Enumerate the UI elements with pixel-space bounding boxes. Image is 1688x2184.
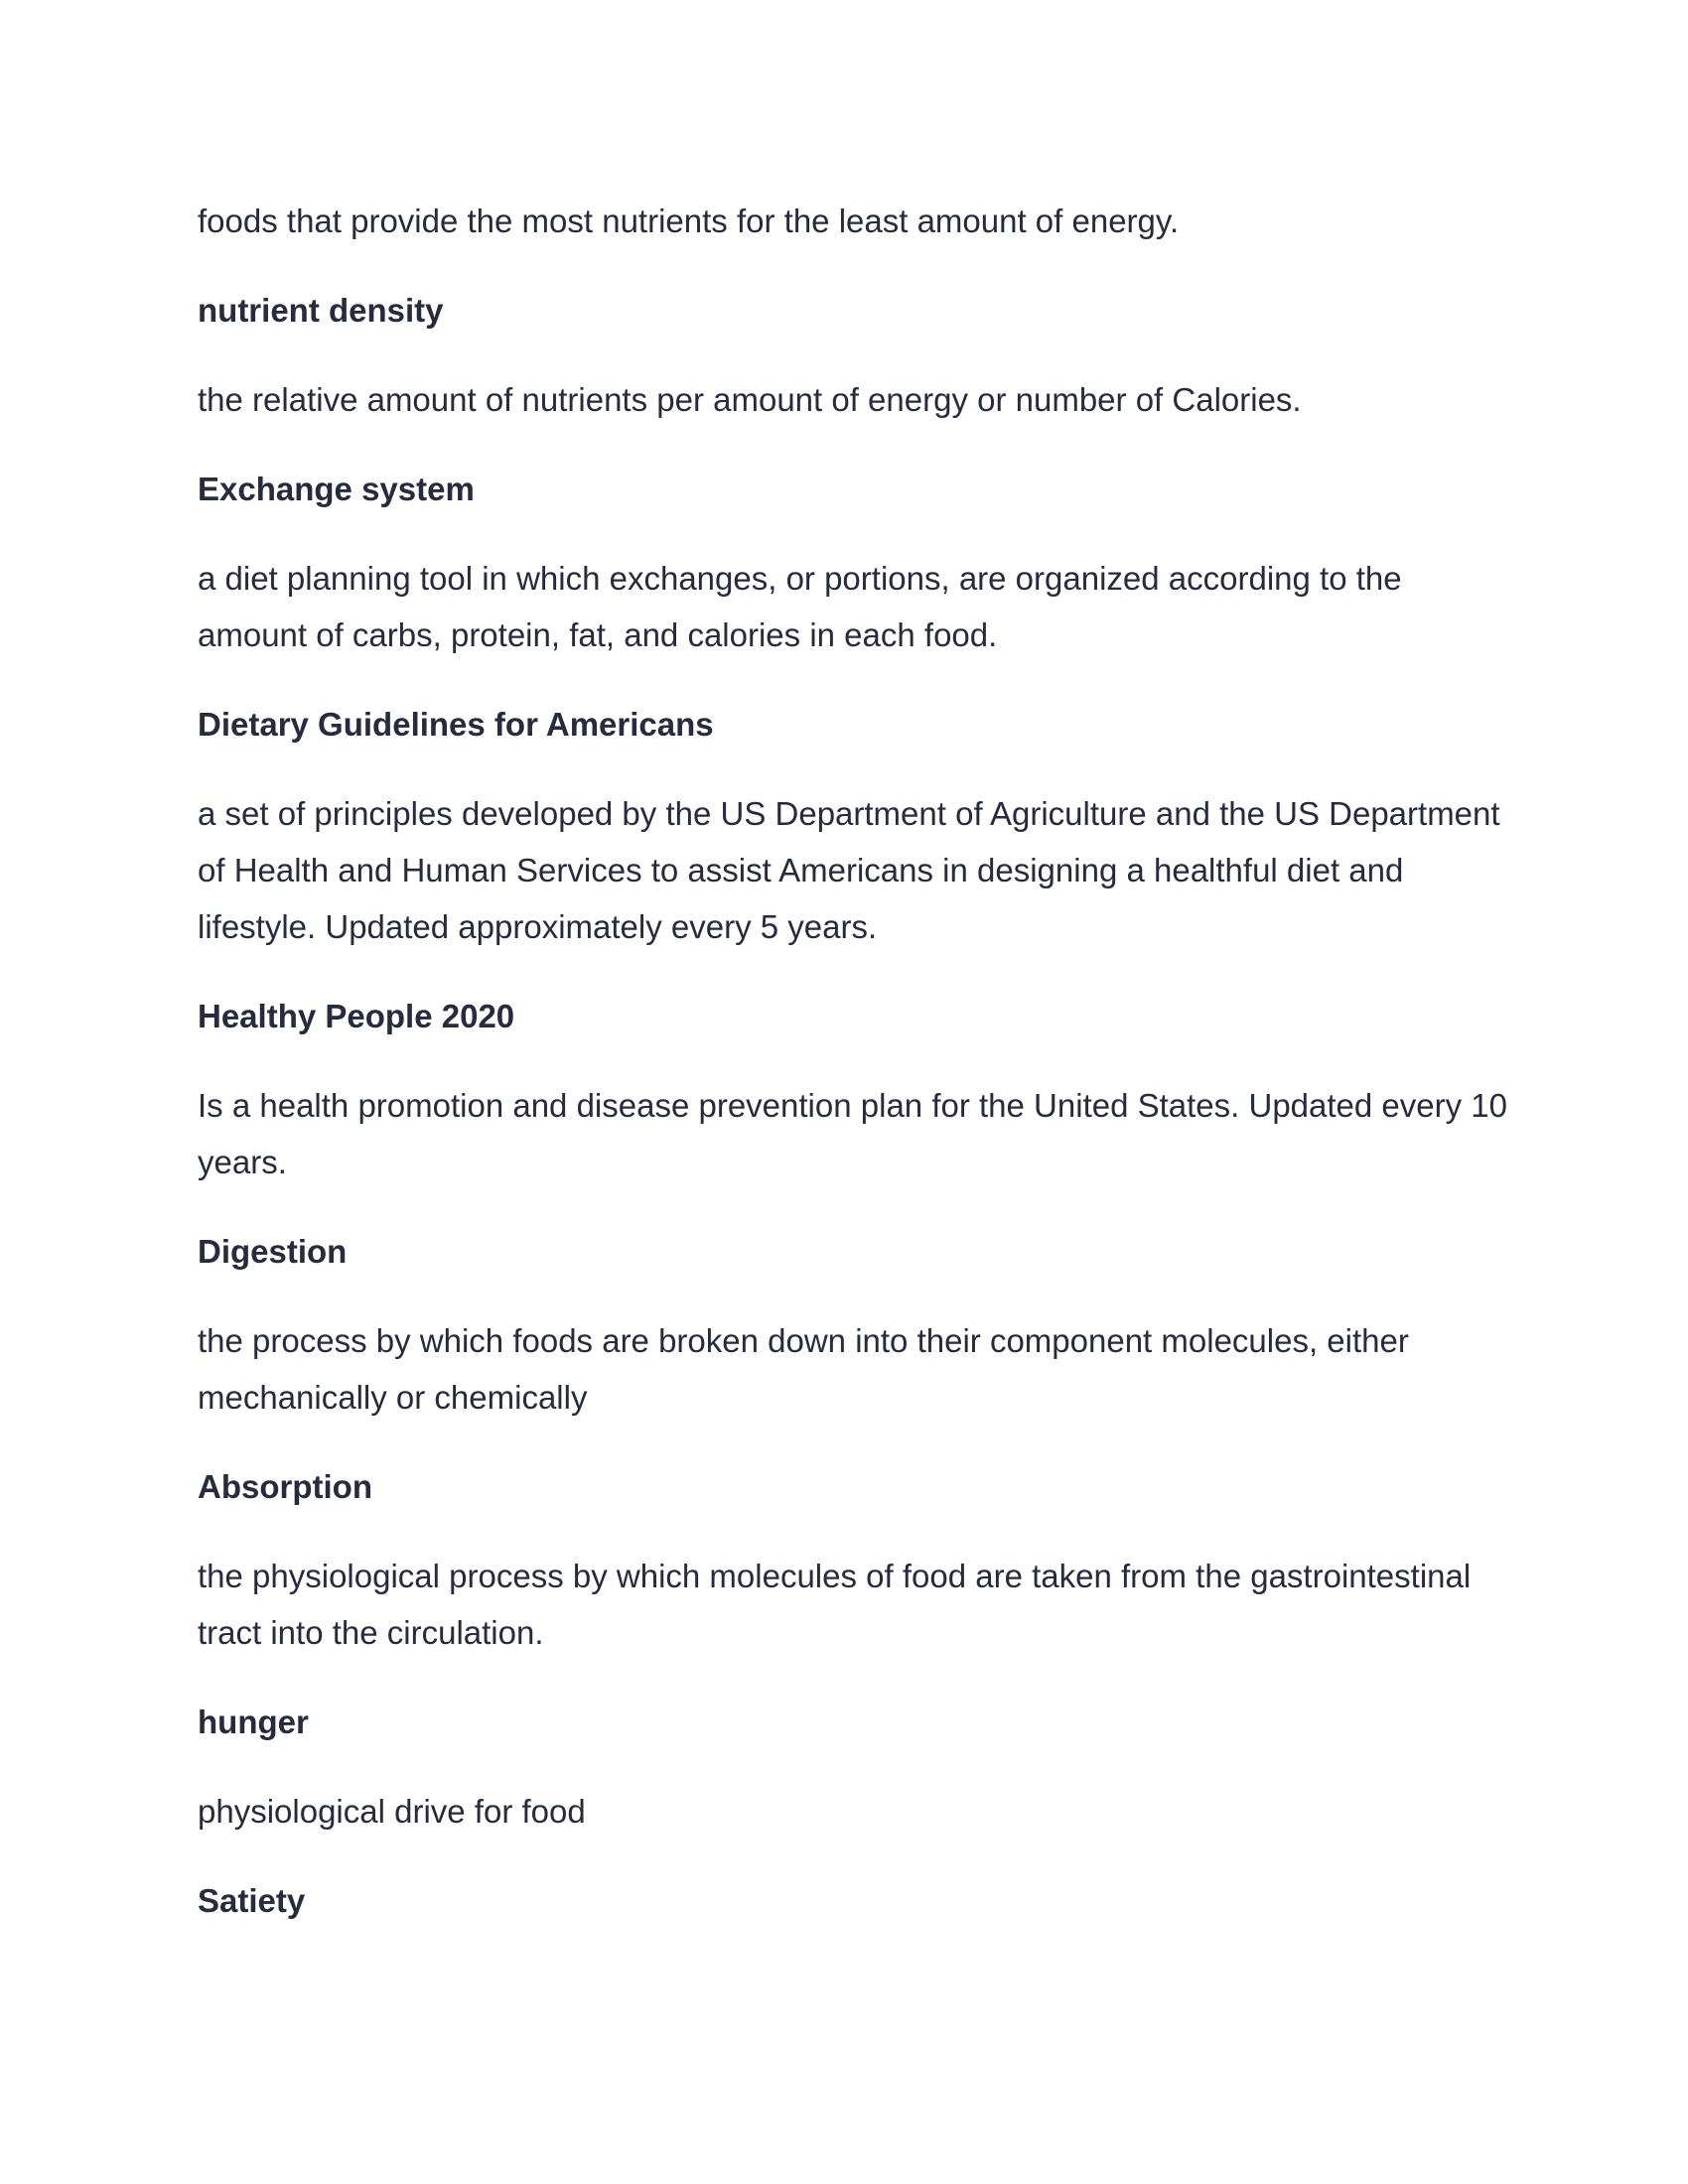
intro-definition: foods that provide the most nutrients for the least amount of energy. (198, 203, 1180, 239)
term-healthy-people-2020: Healthy People 2020 (198, 998, 515, 1034)
term-dietary-guidelines: Dietary Guidelines for Americans (198, 706, 714, 743)
definition-exchange-system: a diet planning tool in which exchanges, or portions, are organized according to the amount of carbs, protein, fat, and calories in each food. (198, 560, 1402, 653)
term-nutrient-density: nutrient density (198, 292, 444, 329)
document-content (198, 193, 1508, 1962)
term-absorption: Absorption (198, 1468, 372, 1505)
term-hunger: hunger (198, 1704, 309, 1740)
definition-nutrient-density: the relative amount of nutrients per amount of energy or number of Calories. (198, 381, 1302, 418)
definition-dietary-guidelines: a set of principles developed by the US Department of Agriculture and the US Department of Health and Human Services to assist Americans in designing a healthful diet and lifestyle. Updated approximately every 5 years. (198, 795, 1500, 945)
term-digestion: Digestion (198, 1233, 348, 1270)
definition-healthy-people-2020: Is a health promotion and disease prevention plan for the United States. Updated every 10 years. (198, 1087, 1508, 1180)
definition-hunger: physiological drive for food (198, 1793, 586, 1830)
term-satiety: Satiety (198, 1882, 306, 1919)
definition-absorption: the physiological process by which molecules of food are taken from the gastrointestinal tract into the circulation. (198, 1558, 1472, 1651)
term-exchange-system: Exchange system (198, 471, 475, 507)
definition-digestion: the process by which foods are broken down into their component molecules, either mechanically or chemically (198, 1322, 1409, 1416)
